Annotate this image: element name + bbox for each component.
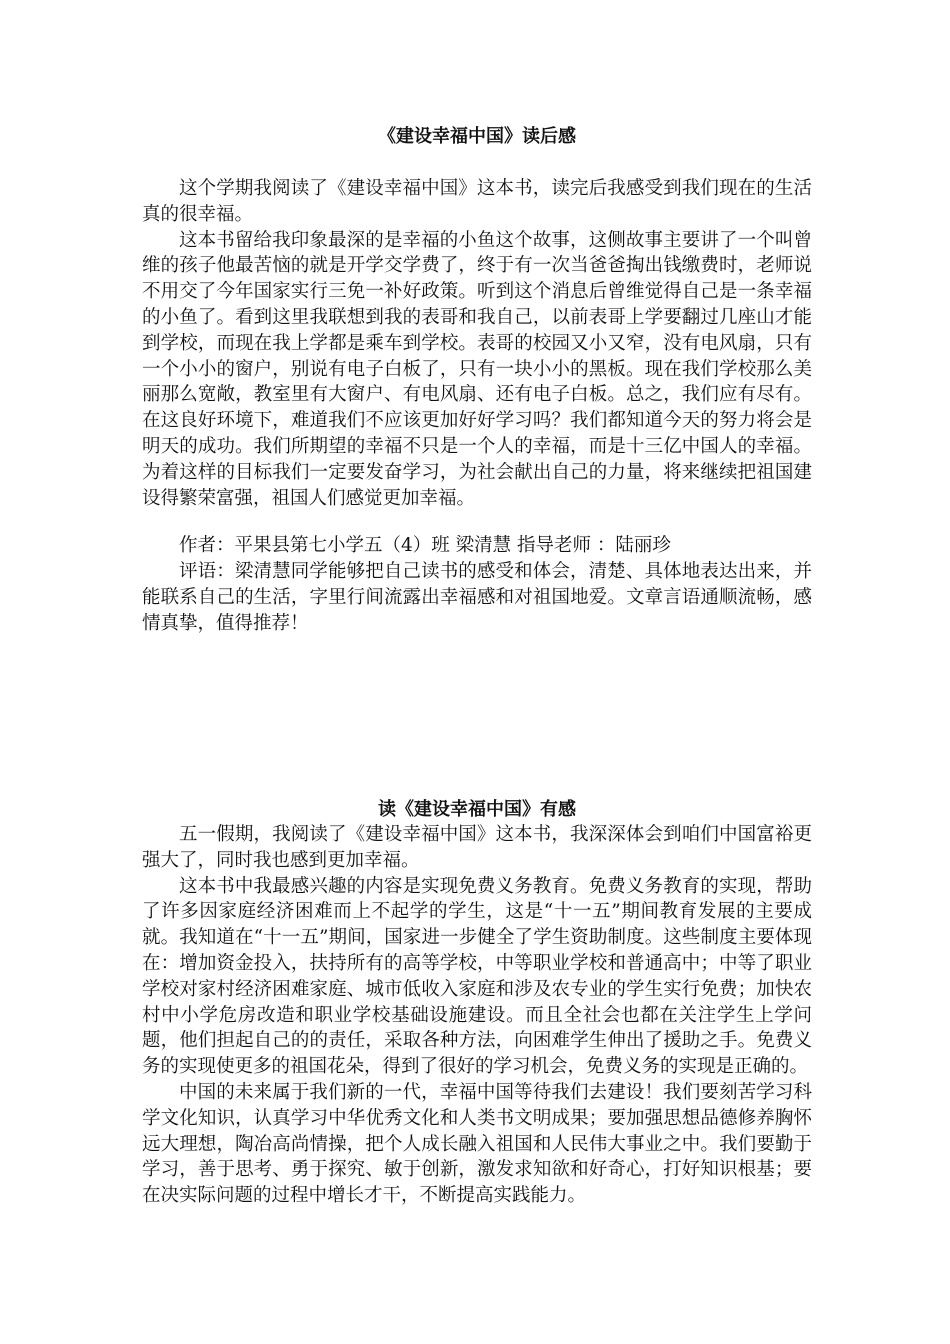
essay1-comment: 评语：梁清慧同学能够把自己读书的感受和体会，清楚、具体地表达出来，并能联系自己的生活，字里行间流露出幸福感和对祖国地爱。文章言语通顺流畅，感情真挚，值得推荐！ <box>142 561 812 634</box>
essay1-title: 《建设幸福中国》读后感 <box>378 126 576 147</box>
essay1-paragraph-1: 这个学期我阅读了《建设幸福中国》这本书，读完后我感受到我们现在的生活真的很幸福。 <box>142 178 812 225</box>
essay2-title: 读《建设幸福中国》有感 <box>378 799 576 820</box>
essay1-paragraph-2: 这本书留给我印象最深的是幸福的小鱼这个故事，这侧故事主要讲了一个叫曾维的孩子他最苦恼的就是开学交学费了，终于有一次当爸爸掏出钱缴费时，老师说不用交了今年国家实行三免一补好政策。听到这个消息后曾维觉得自己是一条幸福的小鱼了。看到这里我联想到我的表哥和我自己，以前表哥上学要翻过几座山才能到学校，而现在我上学都是乘车到学校。表哥的校园又小又窄，没有电风扇，只有一个小小的窗户，别说有电子白板了，只有一块小小的黑板。现在我们学校那么美丽那么宽敞，教室里有大窗户、有电风扇、还有电子白板。总之，我们应有尽有。在这良好环境下，难道我们不应该更加好好学习吗？我们都知道今天的努力将会是明天的成功。我们所期望的幸福不只是一个人的幸福，而是十三亿中国人的幸福。为着这样的目标我们一定要发奋学习，为社会献出自己的力量，将来继续把祖国建设得繁荣富强，祖国人们感觉更加幸福。 <box>142 229 812 509</box>
essay2-section-header <box>142 797 812 823</box>
essay1-author-line: 作者：平果县第七小学五（4）班 梁清慧 指导老师 ：陆丽珍 <box>179 535 671 557</box>
essay2-paragraph-3: 中国的未来属于我们新的一代，幸福中国等待我们去建设！我们要刻苦学习科学文化知识，认真学习中华优秀文化和人类书文明成果；要加强思想品德修养胸怀远大理想，陶冶高尚情操，把个人成长融入祖国和人民伟大事业之中。我们要勤于学习，善于思考、勇于探究、敏于创新，激发求知欲和好奇心，打好知识根基；要在决实际问题的过程中增长才干，不断提高实践能力。 <box>142 1081 812 1207</box>
essay2-paragraph-2: 这本书中我最感兴趣的内容是实现免费义务教育。免费义务教育的实现，帮助了许多因家庭经济困难而上不起学的学生，这是“十一五”期间教育发展的主要成就。我知道在“十一五”期间，国家进一步健全了学生资助制度。这些制度主要体现在：增加资金投入，扶持所有的高等学校，中等职业学校和普通高中；中等了职业学校对家村经济困难家庭、城市低收入家庭和涉及农专业的学生实行免费；加快农村中小学危房改造和职业学校基础设施建设。而且全社会也都在关注学生上学问题，他们担起自己的的责任，采取各种方法，向困难学生伸出了援助之手。免费义务的实现使更多的祖国花朵，得到了很好的学习机会，免费义务的实现是正确的。 <box>142 875 812 1078</box>
essay1-body <box>142 176 812 637</box>
essay2-paragraph-1: 五一假期，我阅读了《建设幸福中国》这本书，我深深体会到咱们中国富裕更强大了，同时我也感到更加幸福。 <box>142 824 812 871</box>
essay2-body <box>142 822 812 1209</box>
essay1-section-header <box>142 124 812 150</box>
